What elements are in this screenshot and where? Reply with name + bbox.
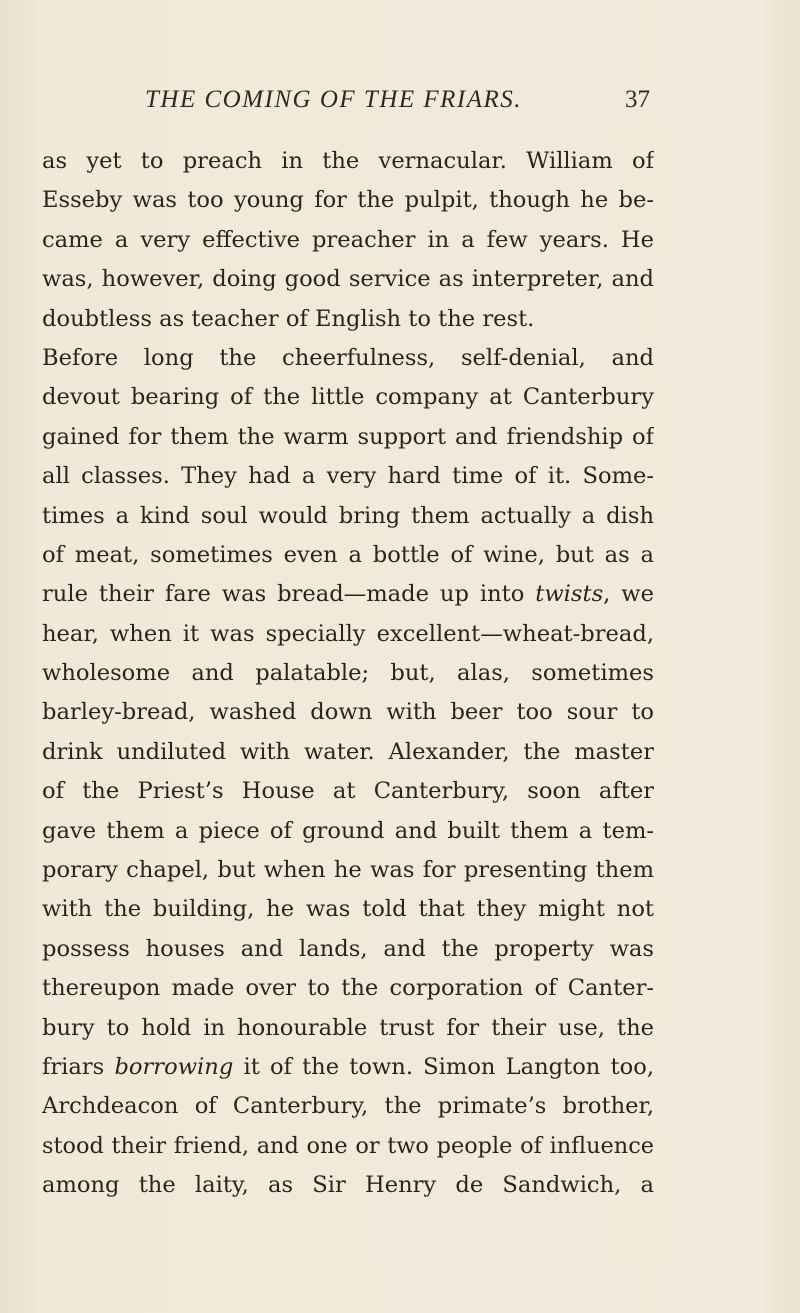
text-line: hear, when it was specially excellent—wheat-bread, bbox=[42, 620, 654, 647]
text-line: possess houses and lands, and the property was bbox=[42, 935, 654, 962]
text-line: Esseby was too young for the pulpit, though he be- bbox=[42, 187, 654, 214]
text-line: barley-bread, washed down with beer too sour to bbox=[42, 699, 654, 726]
text-line: drink undiluted with water. Alexander, the master bbox=[42, 738, 654, 765]
text-line: with the building, he was told that they might not bbox=[42, 896, 654, 923]
text-line: came a very effective preacher in a few years. He bbox=[42, 226, 654, 253]
text-line: gave them a piece of ground and built them a tem- bbox=[42, 817, 654, 844]
text-line: of the Priest’s House at Canterbury, soon after bbox=[42, 778, 654, 805]
text-line: stood their friend, and one or two people of influence bbox=[42, 1132, 654, 1159]
text-line: was, however, doing good service as interpreter, and bbox=[42, 266, 654, 293]
text-line: Before long the cheerfulness, self-denial, and bbox=[42, 344, 654, 371]
text-line: bury to hold in honourable trust for their use, the bbox=[42, 1014, 654, 1041]
text-line: times a kind soul would bring them actually a dish bbox=[42, 502, 654, 529]
running-head-title: THE COMING OF THE FRIARS. bbox=[145, 86, 523, 113]
text-line: all classes. They had a very hard time of it. Some- bbox=[42, 463, 654, 490]
text-line: Archdeacon of Canterbury, the primate’s brother, bbox=[42, 1093, 654, 1120]
text-line: gained for them the warm support and friendship of bbox=[42, 423, 654, 450]
italic-word: twists bbox=[535, 581, 604, 608]
page-number: 37 bbox=[625, 86, 650, 113]
body-text bbox=[42, 142, 654, 1206]
italic-word: borrowing bbox=[114, 1053, 234, 1080]
text-line: devout bearing of the little company at Canterbury bbox=[42, 384, 654, 411]
text-line: wholesome and palatable; but, alas, sometimes bbox=[42, 660, 654, 687]
text-line: among the laity, as Sir Henry de Sandwich, a bbox=[42, 1172, 654, 1199]
text-line: rule their fare was bread—made up into twists, we bbox=[42, 581, 654, 608]
text-line: thereupon made over to the corporation of Canter- bbox=[42, 975, 654, 1002]
text-line: as yet to preach in the vernacular. William of bbox=[42, 148, 654, 174]
text-line: porary chapel, but when he was for presenting them bbox=[42, 857, 654, 884]
text-line: doubtless as teacher of English to the rest. bbox=[42, 305, 535, 332]
text-line: friars borrowing it of the town. Simon Langton too, bbox=[42, 1053, 654, 1080]
text-line: of meat, sometimes even a bottle of wine, but as a bbox=[42, 541, 654, 568]
